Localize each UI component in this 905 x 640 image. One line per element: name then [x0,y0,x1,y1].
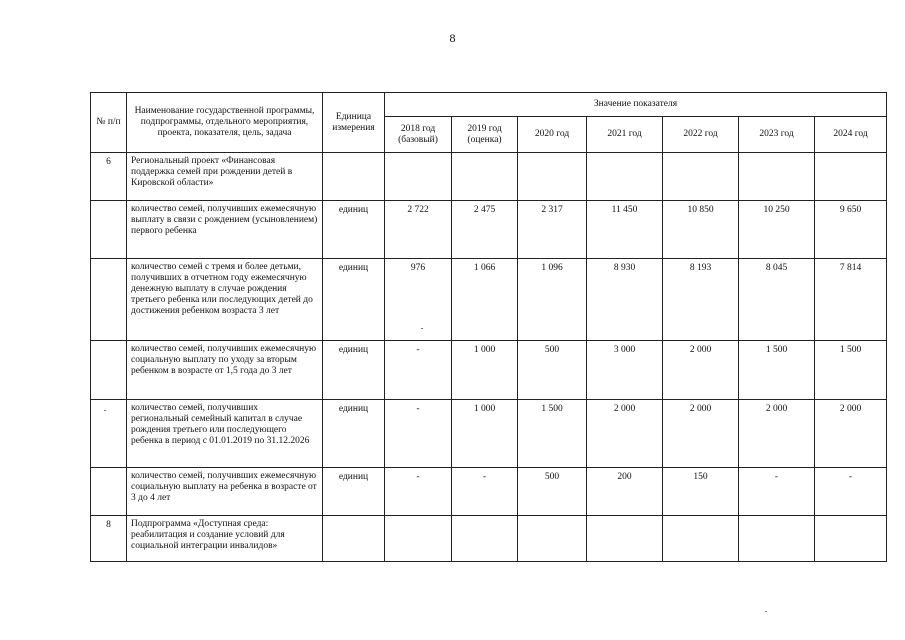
row-value: 2 000 [815,400,887,468]
row-value: 2 722 [385,201,452,259]
header-row-top [91,93,887,117]
row-name: количество семей с тремя и более детьми, получивших в отчетном году ежемесячную денежную выплату в случае рождения третьего ребенка или последующих детей до достижения ребенком возраста 3 лет [127,259,323,341]
row-name: Подпрограмма «Доступная среда: реабилитация и создание условий для социальной интеграции инвалидов» [127,516,323,562]
row-value: 8 045 [739,259,815,341]
row-name: количество семей, получивших ежемесячную социальную выплату на ребенка в возрасте от 3 до 4 лет [127,468,323,516]
row-num [91,201,127,259]
row-value: 10 850 [663,201,739,259]
row-unit: единиц [323,468,385,516]
row-value: 2 000 [663,400,739,468]
scan-speck [421,328,423,329]
row-unit: единиц [323,341,385,400]
row-value [815,153,887,201]
row-value: - [452,468,518,516]
row-value: 2 000 [587,400,663,468]
row-name: количество семей, получивших ежемесячную выплату в связи с рождением (усыновлением) первого ребенка [127,201,323,259]
table-row [91,400,887,468]
row-num [91,341,127,400]
row-value: 8 193 [663,259,739,341]
row-value [663,153,739,201]
indicators-table [90,92,887,562]
row-value: 500 [518,341,587,400]
table-row [91,201,887,259]
row-num: 6 [91,153,127,201]
row-value [385,153,452,201]
row-name: количество семей, получивших ежемесячную социальную выплату по уходу за вторым ребенком в возрасте от 1,5 года до 3 лет [127,341,323,400]
row-value: 150 [663,468,739,516]
row-value [452,516,518,562]
row-num: 8 [91,516,127,562]
row-value: 1 000 [452,341,518,400]
row-name: количество семей, получивших региональный семейный капитал в случае рождения третьего или последующего ребенка в период с 01.01.2019 по 31.12.2026 [127,400,323,468]
header-value-group: Значение показателя [385,93,887,117]
header-year: 2021 год [587,117,663,153]
row-value [587,153,663,201]
row-value: 2 000 [739,400,815,468]
row-value [739,516,815,562]
row-value: 1 000 [452,400,518,468]
row-value [518,516,587,562]
row-value: 500 [518,468,587,516]
page-number: 8 [449,31,456,45]
row-value: - [815,468,887,516]
header-year: 2019 год (оценка) [452,117,518,153]
row-value [587,516,663,562]
header-num: № п/п [91,93,127,153]
table-row [91,341,887,400]
row-value: - [385,468,452,516]
row-value [518,153,587,201]
table-row [91,153,887,201]
row-value: - [385,341,452,400]
row-value: - [385,400,452,468]
header-year: 2022 год [663,117,739,153]
table-row [91,516,887,562]
row-num [91,468,127,516]
row-value [663,516,739,562]
row-unit: единиц [323,400,385,468]
row-value: 976 [385,259,452,341]
row-value: 200 [587,468,663,516]
row-value [385,516,452,562]
header-unit: Единица измерения [323,93,385,153]
scan-speck [104,410,106,411]
row-name: Региональный проект «Финансовая поддержка семей при рождении детей в Кировской области» [127,153,323,201]
row-value: 1 500 [815,341,887,400]
row-value: - [739,468,815,516]
header-year: 2020 год [518,117,587,153]
row-value: 11 450 [587,201,663,259]
table-row [91,259,887,341]
row-value [739,153,815,201]
row-value: 8 930 [587,259,663,341]
row-value: 2 317 [518,201,587,259]
header-year: 2018 год (базовый) [385,117,452,153]
row-value: 7 814 [815,259,887,341]
scan-speck [765,611,767,612]
table-row [91,468,887,516]
row-value: 3 000 [587,341,663,400]
row-num [91,259,127,341]
row-value: 1 096 [518,259,587,341]
row-value: 1 066 [452,259,518,341]
row-unit [323,153,385,201]
row-num [91,400,127,468]
row-value: 1 500 [518,400,587,468]
row-value [452,153,518,201]
row-value: 1 500 [739,341,815,400]
header-name: Наименование государственной программы, подпрограммы, отдельного мероприятия, проекта, показателя, цель, задача [127,93,323,153]
row-unit [323,516,385,562]
row-value: 2 000 [663,341,739,400]
header-year: 2024 год [815,117,887,153]
row-unit: единиц [323,201,385,259]
row-value: 9 650 [815,201,887,259]
row-value: 2 475 [452,201,518,259]
row-unit: единиц [323,259,385,341]
row-value [815,516,887,562]
row-value: 10 250 [739,201,815,259]
header-year: 2023 год [739,117,815,153]
